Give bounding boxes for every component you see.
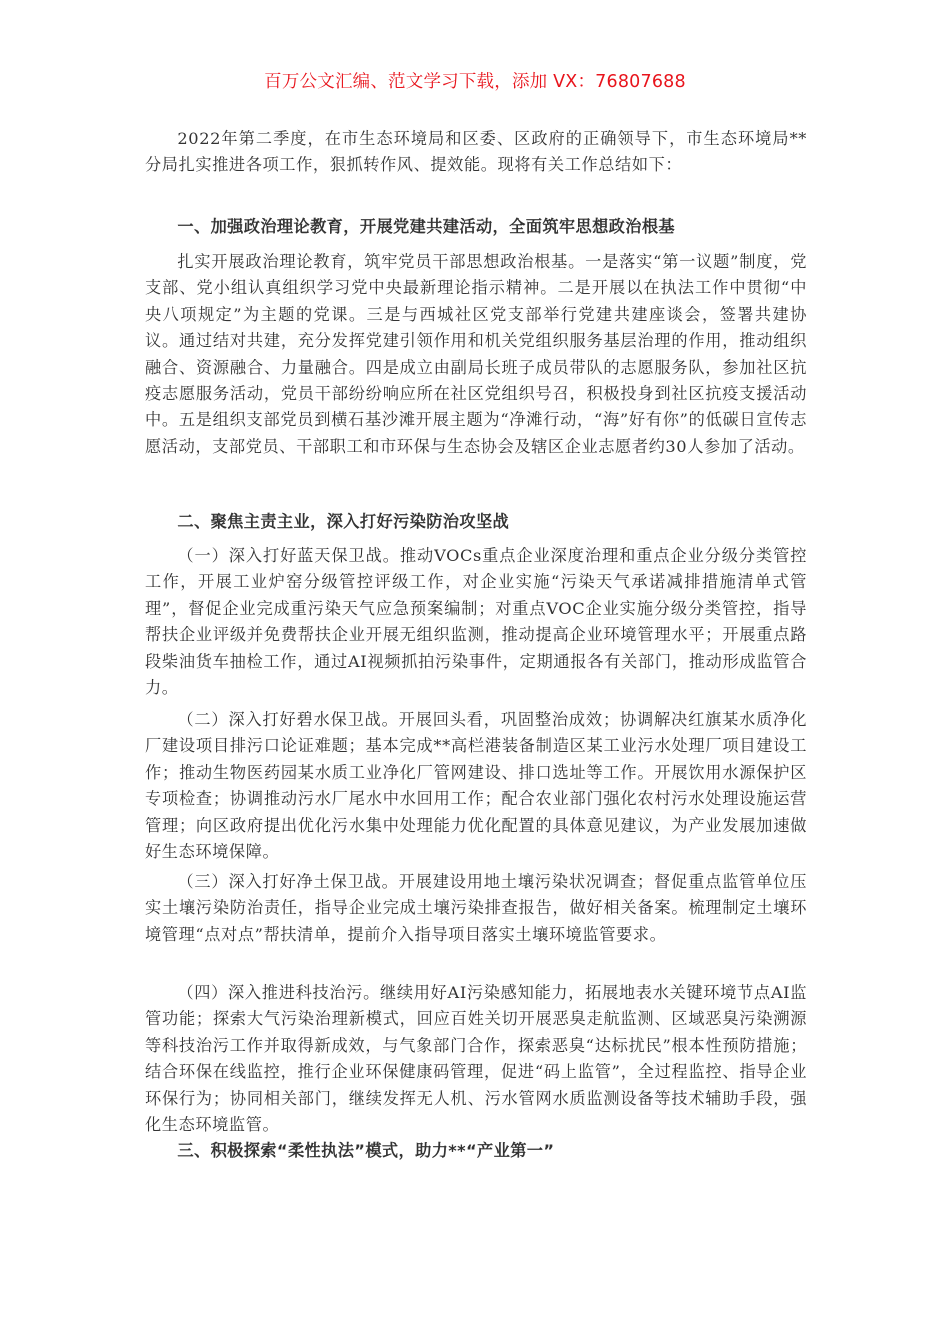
intro-paragraph: 2022年第二季度，在市生态环境局和区委、区政府的正确领导下，市生态环境局**分局扎实推进各项工作，狠抓转作风、提效能。现将有关工作总结如下： bbox=[145, 129, 807, 175]
section-heading-1: 一、加强政治理论教育，开展党建共建活动，全面筑牢思想政治根基 bbox=[177, 217, 676, 236]
section-2-paragraph-tech: （四）深入推进科技治污。继续用好AI污染感知能力，拓展地表水关键环境节点AI监管功能；探索大气污染治理新模式，回应百姓关切开展恶臭走航监测、区域恶臭污染溯源等科技治污工作并取得新成效，与气象部门合作，探索恶臭“达标扰民”根本性预防措施；结合环保在线监控，推行企业环保健康码管理，促进“码上监管”，全过程监控、指导企业环保行为；协同相关部门，继续发挥无人机、污水管网水质监测设备等技术辅助手段，强化生态环境监管。 bbox=[145, 983, 807, 1135]
section-1-paragraph: 扎实开展政治理论教育，筑牢党员干部思想政治根基。一是落实“第一议题”制度，党支部、党小组认真组织学习党中央最新理论指示精神。二是开展以在执法工作中贯彻“中央八项规定”为主题的党课。三是与西城社区党支部举行党建共建座谈会，签署共建协议。通过结对共建，充分发挥党建引领作用和机关党组织服务基层治理的作用，推动组织融合、资源融合、力量融合。四是成立由副局长班子成员带队的志愿服务队，参加社区抗疫志愿服务活动，党员干部纷纷响应所在社区党组织号召，积极投身到社区抗疫支援活动中。五是组织支部党员到横石基沙滩开展主题为“净滩行动，“海”好有你”的低碳日宣传志愿活动，支部党员、干部职工和市环保与生态协会及辖区企业志愿者约30人参加了活动。 bbox=[145, 252, 807, 456]
watermark-banner: 百万公文汇编、范文学习下载，添加 VX：76807688 bbox=[264, 72, 686, 92]
section-heading-3: 三、积极探索“柔性执法”模式，助力**“产业第一” bbox=[177, 1141, 555, 1160]
section-2-paragraph-soil: （三）深入打好净土保卫战。开展建设用地土壤污染状况调查；督促重点监管单位压实土壤污染防治责任，指导企业完成土壤污染排查报告，做好相关备案。梳理制定土壤环境管理“点对点”帮扶清单，提前介入指导项目落实土壤环境监管要求。 bbox=[145, 872, 807, 944]
section-heading-2: 二、聚焦主责主业，深入打好污染防治攻坚战 bbox=[177, 512, 510, 531]
section-2-paragraph-air: （一）深入打好蓝天保卫战。推动VOCs重点企业深度治理和重点企业分级分类管控工作，开展工业炉窑分级管控评级工作，对企业实施“污染天气承诺减排措施清单式管理”，督促企业完成重污染天气应急预案编制；对重点VOC企业实施分级分类管控，指导帮扶企业评级并免费帮扶企业开展无组织监测，推动提高企业环境管理水平；开展重点路段柴油货车抽检工作，通过AI视频抓拍污染事件，定期通报各有关部门，推动形成监管合力。 bbox=[145, 546, 807, 698]
section-2-paragraph-water: （二）深入打好碧水保卫战。开展回头看，巩固整治成效；协调解决红旗某水质净化厂建设项目排污口论证难题；基本完成**高栏港装备制造区某工业污水处理厂项目建设工作；推动生物医药园某水质工业净化厂管网建设、排口选址等工作。开展饮用水源保护区专项检查；协调推动污水厂尾水中水回用工作；配合农业部门强化农村污水处理设施运营管理；向区政府提出优化污水集中处理能力优化配置的具体意见建议，为产业发展加速做好生态环境保障。 bbox=[145, 710, 807, 862]
